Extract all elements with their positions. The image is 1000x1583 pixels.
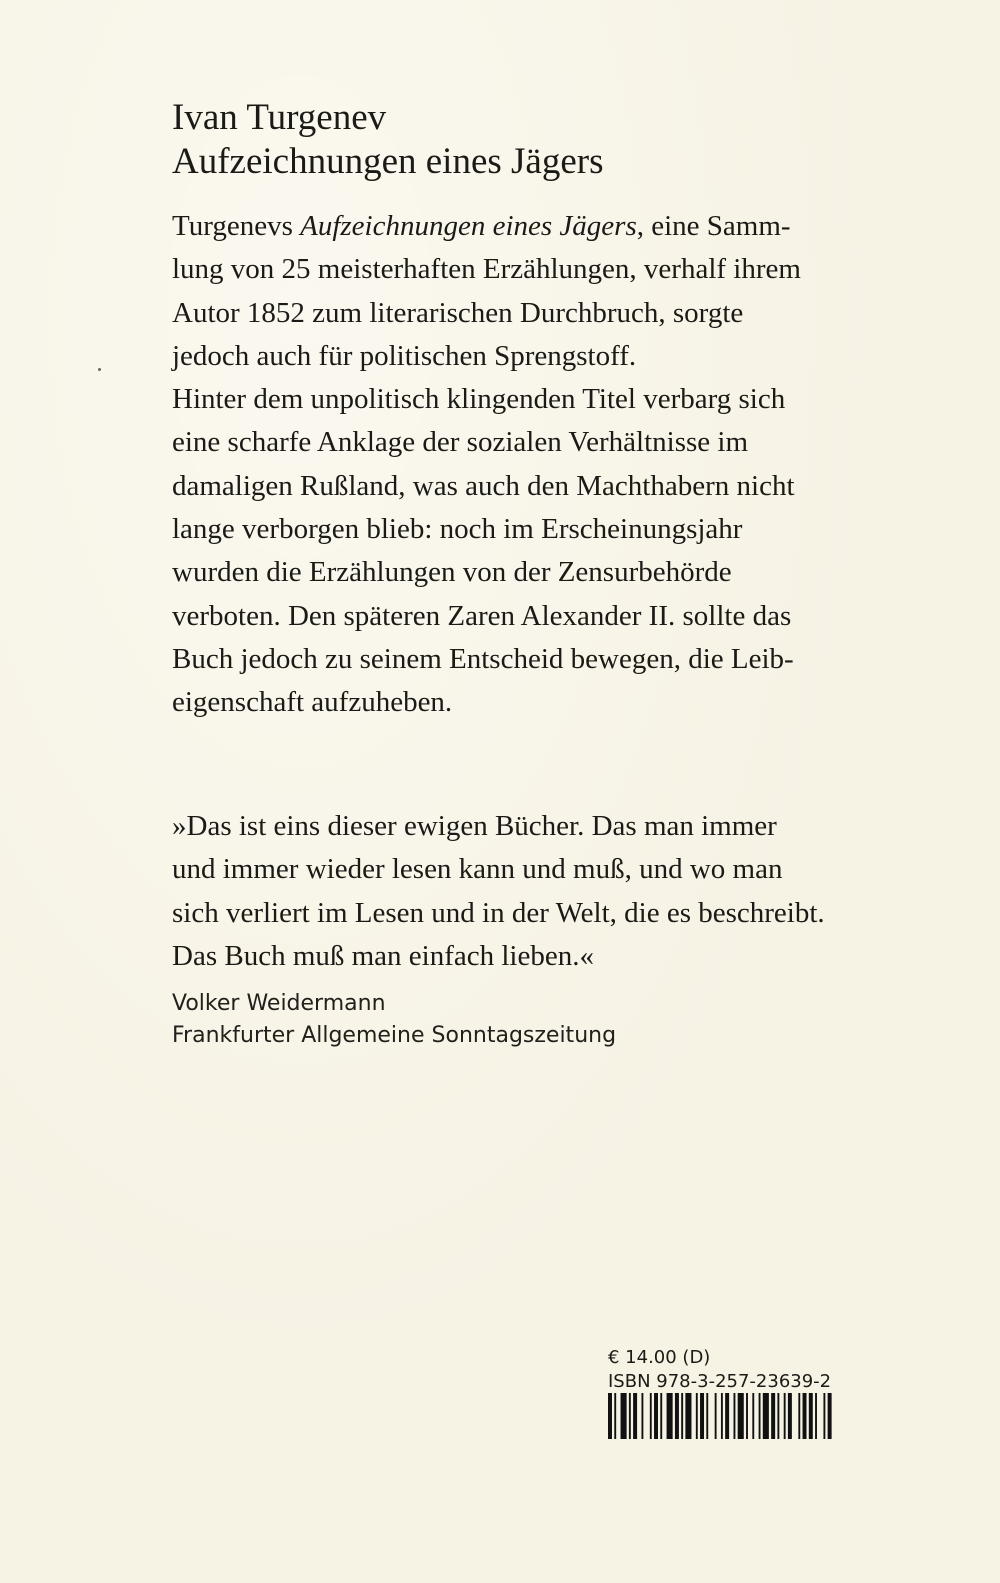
- quote-line: »Das ist eins dieser ewigen Bücher. Das man immer: [172, 810, 777, 842]
- blurb-line: damaligen Rußland, was auch den Machthabern nicht: [172, 469, 795, 502]
- isbn-label: ISBN 978-3-257-23639-2: [608, 1371, 832, 1392]
- barcode-bar: [759, 1393, 761, 1439]
- barcode-bar: [803, 1393, 807, 1439]
- barcode-bar: [706, 1393, 708, 1439]
- barcode-bar: [681, 1393, 683, 1439]
- barcode-bar: [633, 1393, 637, 1439]
- blurb-line: wurden die Erzählungen von der Zensurbehörde: [172, 556, 732, 589]
- blurb-line: lung von 25 meisterhaften Erzählungen, verhalf ihrem: [172, 253, 801, 286]
- blurb-line-1-text: [172, 205, 791, 248]
- barcode-icon: [608, 1393, 836, 1439]
- barcode-bar: [752, 1393, 754, 1439]
- blurb-line: Hinter dem unpolitisch klingenden Titel verbarg sich: [172, 383, 786, 416]
- quote-line: sich verliert im Lesen und in der Welt, die es beschreibt.: [172, 896, 825, 929]
- blurb-line: lange verborgen blieb: noch im Erscheinungsjahr: [172, 513, 743, 546]
- barcode-bar: [746, 1393, 748, 1439]
- blurb-line-1-before: Turgenevs: [172, 210, 301, 242]
- blurb-line: Autor 1852 zum literarischen Durchbruch, sorgte: [172, 296, 744, 329]
- barcode-bar: [738, 1393, 744, 1439]
- barcode-bar: [823, 1393, 825, 1439]
- barcode-bar: [654, 1393, 658, 1439]
- blurb-line: verboten. Den späteren Zaren Alexander II. sollte das: [172, 599, 792, 632]
- barcode-bar: [715, 1393, 717, 1439]
- blurb-line-1-after: , eine Samm-: [636, 210, 791, 242]
- price-isbn-block: [608, 1346, 831, 1394]
- barcode-bar: [734, 1393, 736, 1439]
- barcode-bar: [608, 1393, 612, 1439]
- barcode-bar: [700, 1393, 704, 1439]
- barcode-bar: [721, 1393, 723, 1439]
- attribution-name: Volker Weidermann: [172, 991, 386, 1016]
- barcode-bar: [675, 1393, 679, 1439]
- blurb-italic-title: Aufzeichnungen eines Jägers: [300, 210, 637, 242]
- barcode-bar: [629, 1393, 631, 1439]
- barcode-bar: [667, 1393, 673, 1439]
- barcode-bar: [650, 1393, 652, 1439]
- barcode-bar: [809, 1393, 813, 1439]
- barcode-bar: [696, 1393, 698, 1439]
- barcode-bar: [771, 1393, 775, 1439]
- barcode-bar: [788, 1393, 792, 1439]
- print-speck: [98, 368, 101, 371]
- blurb-line: [172, 205, 842, 248]
- barcode-bar: [815, 1393, 817, 1439]
- quote-line: und immer wieder lesen kann und muß, und wo man: [172, 853, 783, 886]
- barcode-bar: [614, 1393, 616, 1439]
- barcode-bar: [784, 1393, 786, 1439]
- blurb-line: eigenschaft aufzuheben.: [172, 686, 453, 719]
- barcode-bar: [660, 1393, 662, 1439]
- author-name: Ivan Turgenev: [172, 97, 387, 138]
- barcode-bar: [641, 1393, 643, 1439]
- blurb-line: Buch jedoch zu seinem Entscheid bewegen, die Leib-: [172, 642, 794, 675]
- barcode-bar: [621, 1393, 627, 1439]
- book-title: Aufzeichnungen eines Jägers: [172, 141, 604, 182]
- barcode-bar: [763, 1393, 769, 1439]
- attribution-source: Frankfurter Allgemeine Sonntagszeitung: [172, 1023, 617, 1048]
- barcode-bar: [777, 1393, 779, 1439]
- blurb-line: jedoch auch für politischen Sprengstoff.: [172, 339, 637, 372]
- price-label: € 14.00 (D): [608, 1347, 711, 1368]
- quote-attribution: [172, 988, 616, 1052]
- barcode-bar: [725, 1393, 729, 1439]
- quote-line: Das Buch muß man einfach lieben.«: [172, 939, 594, 972]
- barcode-bar: [798, 1393, 800, 1439]
- review-quote: [172, 805, 842, 978]
- barcode-bar: [685, 1393, 691, 1439]
- blurb-line: eine scharfe Anklage der sozialen Verhältnisse im: [172, 426, 749, 459]
- blurb-text: [172, 205, 842, 725]
- barcode-bar: [828, 1393, 832, 1439]
